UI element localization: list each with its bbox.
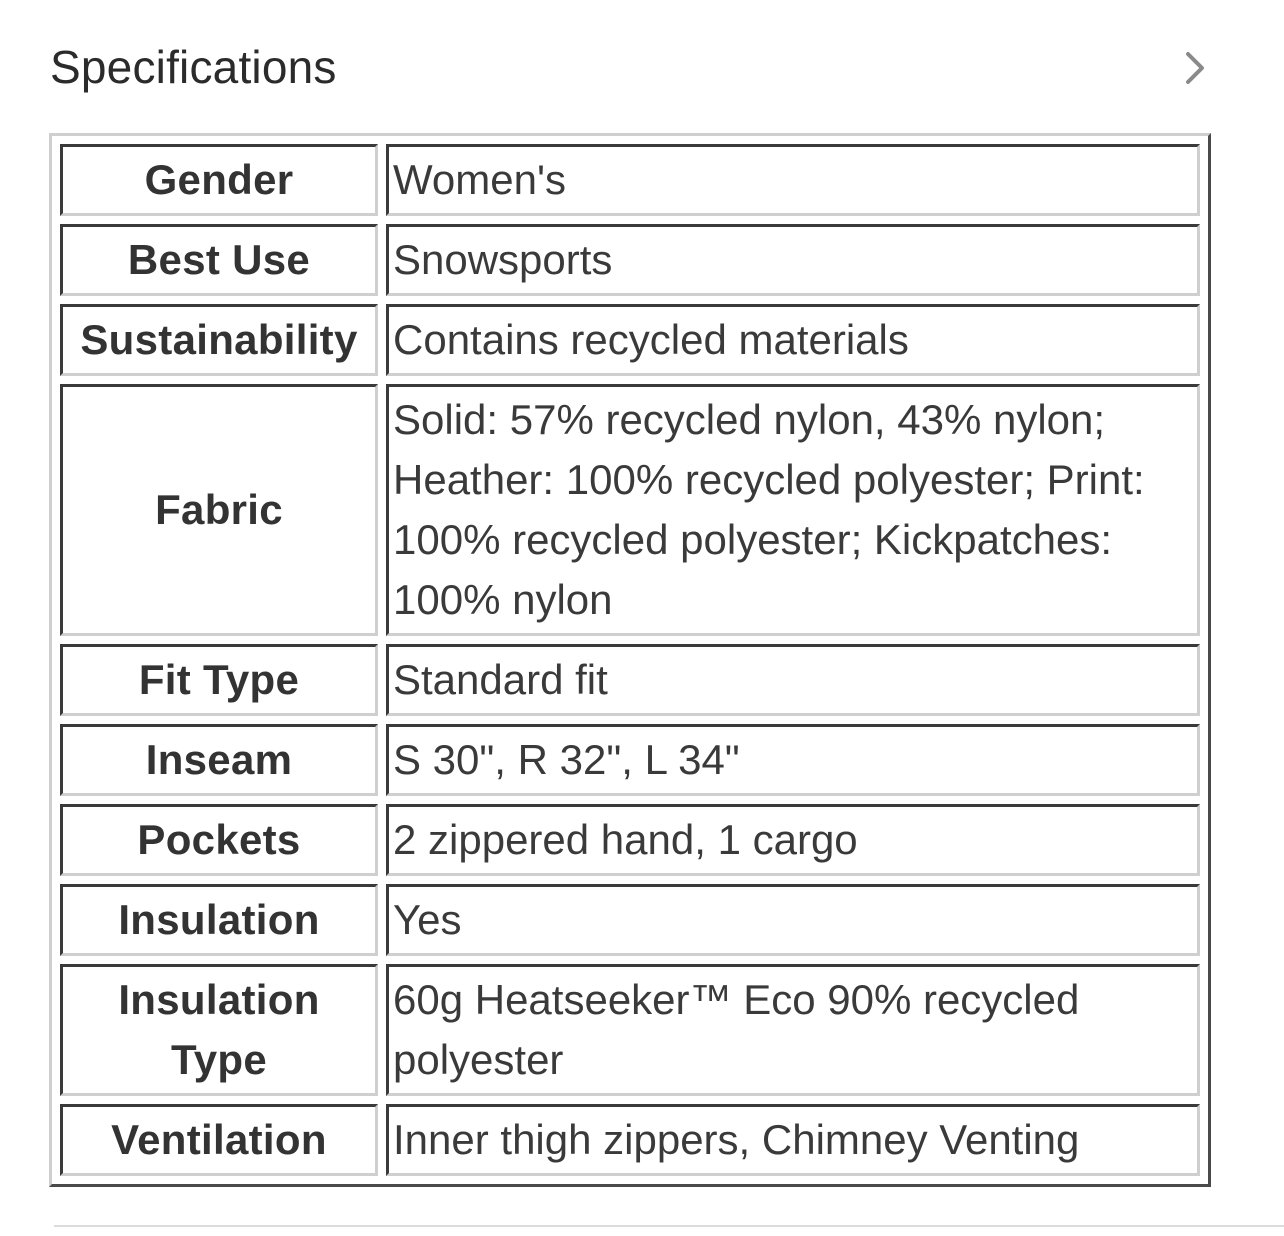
specifications-header[interactable]	[50, 36, 1220, 100]
spec-label: Gender	[60, 144, 378, 216]
specifications-table	[49, 133, 1211, 1187]
spec-row-fit-type	[60, 644, 1200, 716]
spec-row-best-use	[60, 224, 1200, 296]
spec-label: Inseam	[60, 724, 378, 796]
section-title: Specifications	[50, 41, 337, 93]
spec-row-insulation-type	[60, 964, 1200, 1096]
spec-row-fabric	[60, 384, 1200, 636]
spec-row-ventilation	[60, 1104, 1200, 1176]
spec-label: Insulation	[60, 884, 378, 956]
spec-value: S 30", R 32", L 34"	[386, 724, 1200, 796]
spec-row-sustainability	[60, 304, 1200, 376]
spec-value: Contains recycled materials	[386, 304, 1200, 376]
spec-row-inseam	[60, 724, 1200, 796]
spec-value: 60g Heatseeker™ Eco 90% recycled polyester	[386, 964, 1200, 1096]
chevron-right-icon[interactable]	[1178, 48, 1212, 88]
spec-row-gender	[60, 144, 1200, 216]
spec-value: 2 zippered hand, 1 cargo	[386, 804, 1200, 876]
spec-label: Fabric	[60, 384, 378, 636]
spec-label: Insulation Type	[60, 964, 378, 1096]
spec-value: Solid: 57% recycled nylon, 43% nylon; Heather: 100% recycled polyester; Print: 100% recycled polyester; Kickpatches: 100% nylon	[386, 384, 1200, 636]
spec-value: Yes	[386, 884, 1200, 956]
spec-label: Sustainability	[60, 304, 378, 376]
spec-label: Fit Type	[60, 644, 378, 716]
spec-row-insulation	[60, 884, 1200, 956]
spec-value: Women's	[386, 144, 1200, 216]
spec-value: Inner thigh zippers, Chimney Venting	[386, 1104, 1200, 1176]
section-divider	[54, 1225, 1284, 1227]
spec-row-pockets	[60, 804, 1200, 876]
spec-value: Snowsports	[386, 224, 1200, 296]
spec-label: Ventilation	[60, 1104, 378, 1176]
spec-value: Standard fit	[386, 644, 1200, 716]
spec-label: Pockets	[60, 804, 378, 876]
spec-label: Best Use	[60, 224, 378, 296]
